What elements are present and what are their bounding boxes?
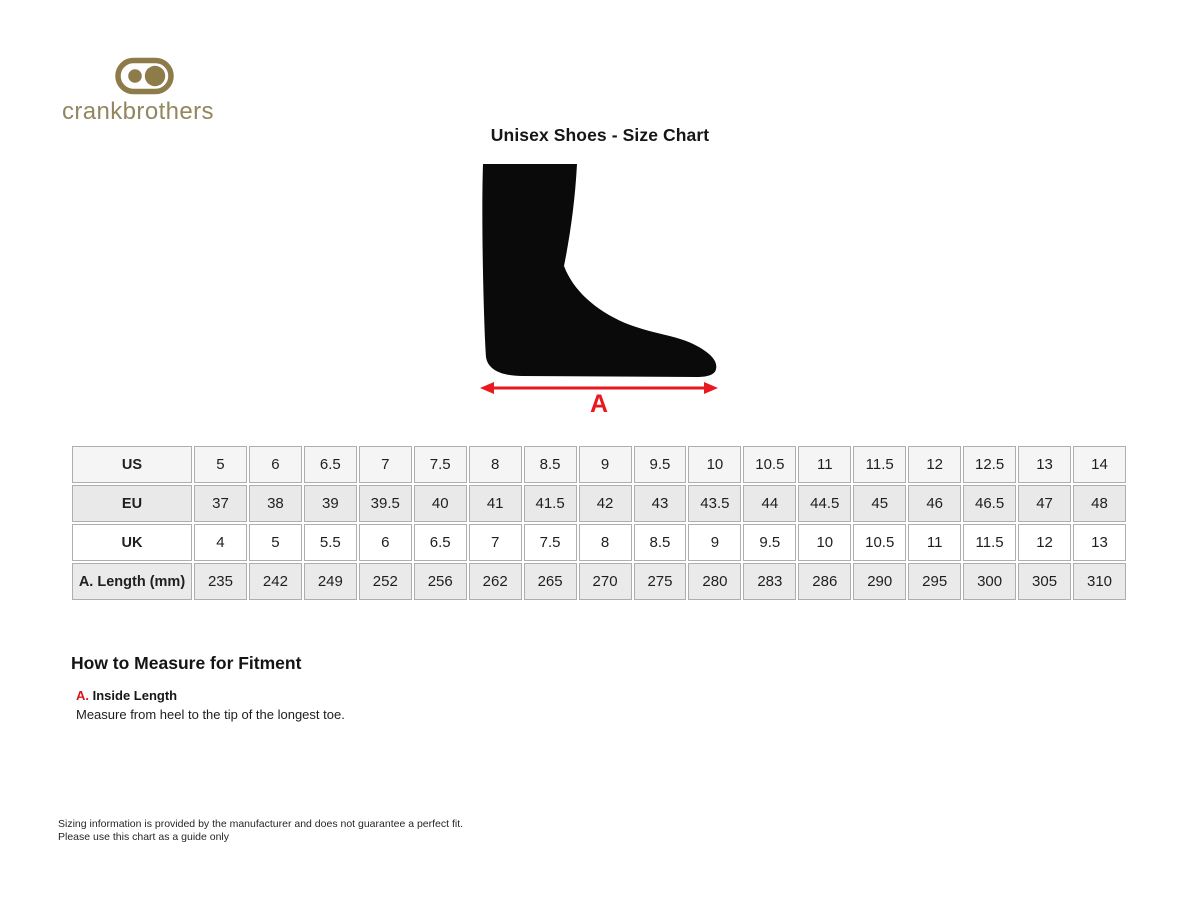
size-cell: 39 [304, 485, 357, 522]
size-cell: 7.5 [524, 524, 577, 561]
size-cell: 8.5 [524, 446, 577, 483]
size-cell: 5.5 [304, 524, 357, 561]
size-cell: 249 [304, 563, 357, 600]
size-cell: 46.5 [963, 485, 1016, 522]
crankbrothers-pedal-icon [114, 56, 174, 96]
table-row [72, 524, 1126, 561]
size-cell: 43 [634, 485, 687, 522]
size-cell: 11 [908, 524, 961, 561]
size-cell: 7 [359, 446, 412, 483]
size-cell: 40 [414, 485, 467, 522]
size-cell: 7 [469, 524, 522, 561]
size-cell: 11.5 [853, 446, 906, 483]
size-cell: 13 [1073, 524, 1126, 561]
size-table-container [70, 444, 1128, 602]
measure-item-letter: A. [76, 688, 89, 703]
size-cell: 45 [853, 485, 906, 522]
size-cell: 9 [688, 524, 741, 561]
size-cell: 5 [194, 446, 247, 483]
size-cell: 46 [908, 485, 961, 522]
size-cell: 262 [469, 563, 522, 600]
size-cell: 39.5 [359, 485, 412, 522]
size-cell: 6 [249, 446, 302, 483]
disclaimer [58, 818, 463, 843]
size-cell: 290 [853, 563, 906, 600]
size-cell: 42 [579, 485, 632, 522]
size-cell: 286 [798, 563, 851, 600]
size-cell: 6.5 [414, 524, 467, 561]
table-row [72, 446, 1126, 483]
size-cell: 47 [1018, 485, 1071, 522]
size-cell: 9.5 [634, 446, 687, 483]
foot-silhouette [478, 164, 720, 380]
size-cell: 270 [579, 563, 632, 600]
measure-item-description: Measure from heel to the tip of the longest toe. [76, 707, 345, 722]
table-row [72, 485, 1126, 522]
size-cell: 275 [634, 563, 687, 600]
size-cell: 12 [908, 446, 961, 483]
size-cell: 38 [249, 485, 302, 522]
size-cell: 44 [743, 485, 796, 522]
disclaimer-line-2: Please use this chart as a guide only [58, 830, 230, 843]
size-cell: 280 [688, 563, 741, 600]
size-cell: 11.5 [963, 524, 1016, 561]
brand-logo [62, 56, 232, 126]
size-table [70, 444, 1128, 602]
size-cell: 283 [743, 563, 796, 600]
size-table-body [72, 446, 1126, 600]
size-cell: 4 [194, 524, 247, 561]
size-cell: 41 [469, 485, 522, 522]
measure-item-a [76, 688, 177, 703]
measure-a-label: A [589, 390, 609, 418]
size-cell: 43.5 [688, 485, 741, 522]
size-cell: 8.5 [634, 524, 687, 561]
size-cell: 7.5 [414, 446, 467, 483]
row-label: US [72, 446, 192, 483]
size-cell: 8 [469, 446, 522, 483]
size-cell: 305 [1018, 563, 1071, 600]
size-cell: 6.5 [304, 446, 357, 483]
disclaimer-line-1: Sizing information is provided by the manufacturer and does not guarantee a perfect fit. [58, 818, 464, 830]
size-cell: 37 [194, 485, 247, 522]
size-cell: 41.5 [524, 485, 577, 522]
size-cell: 10 [688, 446, 741, 483]
size-cell: 9 [579, 446, 632, 483]
row-label: EU [72, 485, 192, 522]
size-cell: 44.5 [798, 485, 851, 522]
size-cell: 14 [1073, 446, 1126, 483]
row-label: UK [72, 524, 192, 561]
page-title: Unisex Shoes - Size Chart [490, 125, 710, 145]
size-cell: 300 [963, 563, 1016, 600]
size-cell: 295 [908, 563, 961, 600]
brand-wordmark: crankbrothers [62, 98, 214, 125]
measure-item-title: Inside Length [89, 688, 178, 703]
size-cell: 242 [249, 563, 302, 600]
size-cell: 265 [524, 563, 577, 600]
table-row [72, 563, 1126, 600]
size-cell: 9.5 [743, 524, 796, 561]
size-cell: 10.5 [743, 446, 796, 483]
size-cell: 5 [249, 524, 302, 561]
size-cell: 12 [1018, 524, 1071, 561]
size-cell: 12.5 [963, 446, 1016, 483]
measure-heading: How to Measure for Fitment [71, 653, 302, 673]
size-cell: 10 [798, 524, 851, 561]
size-cell: 235 [194, 563, 247, 600]
row-label: A. Length (mm) [72, 563, 192, 600]
size-cell: 13 [1018, 446, 1071, 483]
size-cell: 8 [579, 524, 632, 561]
size-cell: 252 [359, 563, 412, 600]
size-cell: 48 [1073, 485, 1126, 522]
size-cell: 6 [359, 524, 412, 561]
size-cell: 10.5 [853, 524, 906, 561]
size-cell: 256 [414, 563, 467, 600]
size-cell: 310 [1073, 563, 1126, 600]
size-cell: 11 [798, 446, 851, 483]
